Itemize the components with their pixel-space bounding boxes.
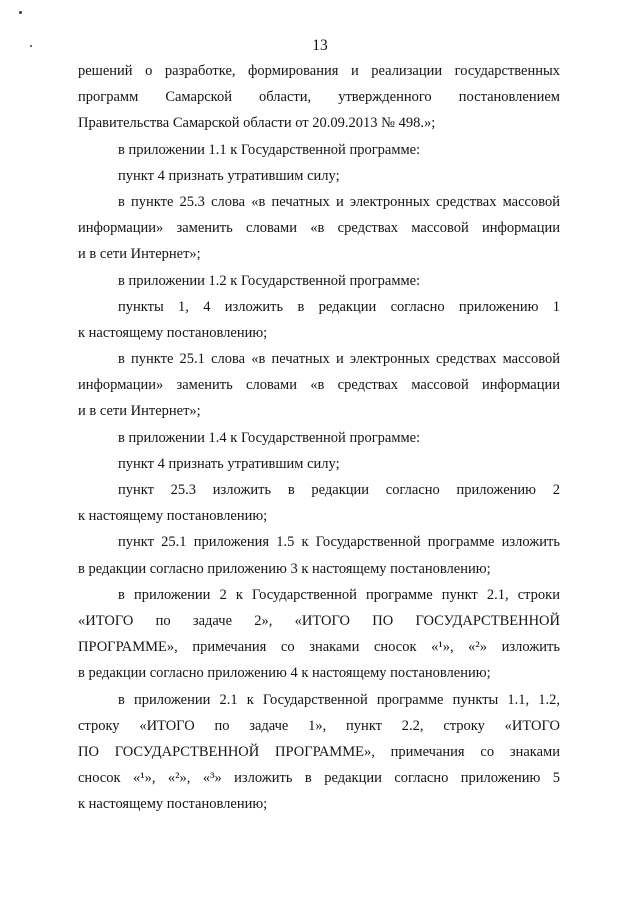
text-line: в приложении 2.1 к Государственной программе пункты 1.1, 1.2, [118,691,560,708]
text-line: пункт 25.3 изложить в редакции согласно приложению 2 [118,482,560,498]
text-line: строку «ИТОГО по задаче 1», пункт 2.2, строку «ИТОГО [78,717,560,734]
text-line: к настоящему постановлению; [78,324,268,341]
text-line: решений о разработке, формирования и реализации государственных [78,63,560,79]
text-line: в редакции согласно приложению 3 к настоящему постановлению; [78,560,491,577]
text-line: «ИТОГО по задаче 2», «ИТОГО ПО ГОСУДАРСТВЕННОЙ [78,612,560,629]
paragraph [78,189,560,268]
text-line: к настоящему постановлению; [78,796,268,813]
paragraph [78,529,560,581]
paragraph [78,268,560,294]
document-body [78,58,560,817]
text-line: ПО ГОСУДАРСТВЕННОЙ ПРОГРАММЕ», примечания со знаками [78,743,560,760]
paragraph [78,477,560,529]
text-line: в приложении 2 к Государственной программе пункт 2.1, строки [118,586,560,603]
text-line: в пункте 25.3 слова «в печатных и электронных средствах массовой [118,193,560,210]
text-line: пункт 4 признать утратившим силу; [118,167,340,184]
text-line: в приложении 1.4 к Государственной программе: [118,429,421,446]
paragraph [78,687,560,818]
text-line: сносок «¹», «²», «³» изложить в редакции согласно приложению 5 [78,770,560,787]
paragraph [78,425,560,451]
paragraph [78,294,560,346]
paragraph [78,137,560,163]
text-line: в приложении 1.2 к Государственной программе: [118,272,421,289]
paragraph [78,346,560,425]
text-line: в приложении 1.1 к Государственной программе: [118,141,421,158]
text-line: в редакции согласно приложению 4 к настоящему постановлению; [78,665,491,682]
text-line: пункт 4 признать утратившим силу; [118,455,340,472]
text-line: пункт 25.1 приложения 1.5 к Государственной программе изложить [118,534,560,551]
text-line: и в сети Интернет»; [78,403,201,420]
text-line: к настоящему постановлению; [78,508,268,525]
text-line: и в сети Интернет»; [78,246,201,263]
text-line: ПРОГРАММЕ», примечания со знаками сносок «¹», «²» изложить [78,639,560,656]
paragraph [78,163,560,189]
page-number: 13 [312,37,328,54]
text-line: в пункте 25.1 слова «в печатных и электронных средствах массовой [118,351,560,368]
scan-speck [19,11,22,14]
paragraph [78,58,560,137]
text-line: пункты 1, 4 изложить в редакции согласно приложению 1 [118,298,560,315]
text-line: Правительства Самарской области от 20.09.2013 № 498.»; [78,115,436,132]
paragraph [78,582,560,687]
text-line: программ Самарской области, утвержденного постановлением [78,89,560,106]
text-line: информации» заменить словами «в средствах массовой информации [78,377,560,394]
text-line: информации» заменить словами «в средствах массовой информации [78,220,560,237]
paragraph [78,451,560,477]
